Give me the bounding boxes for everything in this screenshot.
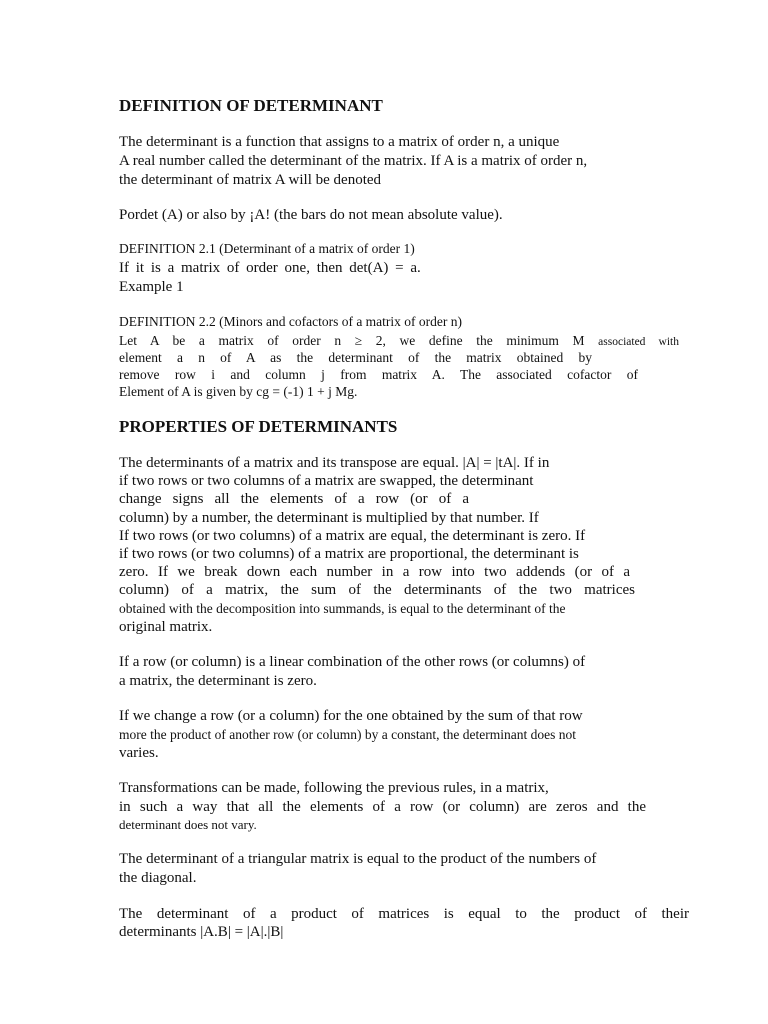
property-2-line: If a row (or column) is a linear combination of the other rows (or columns) of xyxy=(119,654,586,670)
property-1-line: obtained with the decomposition into summands, is equal to the determinant of the xyxy=(119,601,566,616)
heading-properties-of-determinants: PROPERTIES OF DETERMINANTS xyxy=(119,417,398,436)
property-2-line: a matrix, the determinant is zero. xyxy=(119,673,317,689)
property-1-line: if two rows (or two columns) of a matrix are proportional, the determinant is xyxy=(119,546,579,562)
definition-2-2-line-main: Let A be a matrix of order n ≥ 2, we define the minimum M xyxy=(119,333,585,348)
definition-2-2-line: remove row i and column j from matrix A. The associated cofactor of xyxy=(119,367,638,382)
property-4-line: Transformations can be made, following the previous rules, in a matrix, xyxy=(119,780,549,796)
property-1-line: if two rows or two columns of a matrix are swapped, the determinant xyxy=(119,473,534,489)
definition-2-2-line-small: associated with xyxy=(598,336,680,348)
property-3-line: If we change a row (or a column) for the one obtained by the sum of that row xyxy=(119,708,583,724)
property-1-line: The determinants of a matrix and its transpose are equal. |A| = |tA|. If in xyxy=(119,455,550,471)
property-1-line: column) of a matrix, the sum of the determinants of the two matrices xyxy=(119,582,635,598)
heading-definition-of-determinant: DEFINITION OF DETERMINANT xyxy=(119,96,383,115)
intro-line: A real number called the determinant of the matrix. If A is a matrix of order n, xyxy=(119,153,588,169)
property-3-line: more the product of another row (or column) by a constant, the determinant does not xyxy=(119,727,576,742)
property-5-line: the diagonal. xyxy=(119,870,197,886)
property-3-line: varies. xyxy=(119,745,159,761)
property-1-line: original matrix. xyxy=(119,619,213,635)
property-4-line: in such a way that all the elements of a row (or column) are zeros and the xyxy=(119,799,646,815)
property-1-line: zero. If we break down each number in a row into two addends (or of a xyxy=(119,564,630,580)
property-1-line: column) by a number, the determinant is multiplied by that number. If xyxy=(119,510,539,526)
definition-2-1-line: Example 1 xyxy=(119,279,184,295)
definition-2-2-line: element a n of A as the determinant of the matrix obtained by xyxy=(119,350,592,365)
definition-2-2-title: DEFINITION 2.2 (Minors and cofactors of a matrix of order n) xyxy=(119,314,463,329)
property-6-line: determinants |A.B| = |A|.|B| xyxy=(119,924,284,940)
notation-line: Pordet (A) or also by ¡A! (the bars do not mean absolute value). xyxy=(119,207,503,223)
definition-2-1-title: DEFINITION 2.1 (Determinant of a matrix of order 1) xyxy=(119,241,415,256)
property-4-line: determinant does not vary. xyxy=(119,817,257,832)
intro-line: the determinant of matrix A will be denoted xyxy=(119,172,382,188)
definition-2-1-line: If it is a matrix of order one, then det(A) = a. xyxy=(119,260,421,276)
intro-line: The determinant is a function that assigns to a matrix of order n, a unique xyxy=(119,134,560,150)
definition-2-2-line: Element of A is given by cg = (-1) 1 + j Mg. xyxy=(119,384,358,399)
property-5-line: The determinant of a triangular matrix is equal to the product of the numbers of xyxy=(119,851,597,867)
property-1-line: change signs all the elements of a row (or of a xyxy=(119,491,469,507)
property-6-line: The determinant of a product of matrices is equal to the product of their xyxy=(119,906,689,922)
property-1-line: If two rows (or two columns) of a matrix are equal, the determinant is zero. If xyxy=(119,528,586,544)
